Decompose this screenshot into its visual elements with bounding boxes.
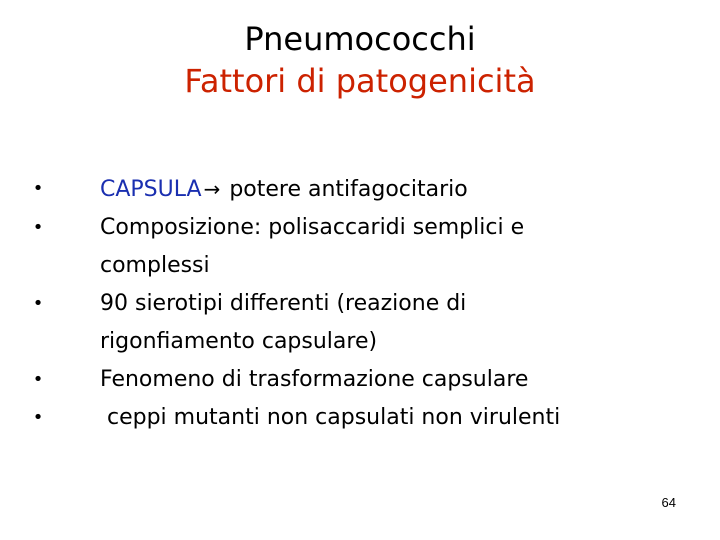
bullet-line-1: Composizione: polisaccaridi semplici e xyxy=(100,215,525,240)
bullet-item-capsula xyxy=(28,170,668,209)
bullet-text: ceppi mutanti non capsulati non virulenti xyxy=(100,405,561,430)
bullet-icon: • xyxy=(32,217,44,238)
bullet-line-1: 90 sierotipi differenti (reazione di xyxy=(100,291,467,316)
bullet-icon: • xyxy=(32,178,44,199)
bullet-line-2: rigonfiamento capsulare) xyxy=(100,329,378,354)
bullet-text: Fenomeno di trasformazione capsulare xyxy=(100,367,529,392)
bullet-text xyxy=(100,285,668,361)
right-arrow-icon: → xyxy=(203,177,221,201)
bullet-item-ceppi-mutanti xyxy=(28,399,668,437)
capsula-keyword: CAPSULA xyxy=(100,177,202,202)
bullet-text xyxy=(100,209,668,285)
bullet-icon: • xyxy=(32,293,44,314)
bullet-text xyxy=(100,170,668,209)
slide-subtitle: Fattori di patogenicità xyxy=(184,62,536,100)
bullet-icon: • xyxy=(32,407,44,428)
bullet-item-composizione xyxy=(28,209,668,285)
bullet-item-sierotipi xyxy=(28,285,668,361)
bullet-item-trasformazione xyxy=(28,361,668,399)
bullet-icon: • xyxy=(32,369,44,390)
bullet-label: potere antifagocitario xyxy=(222,177,468,202)
bullet-line-2: complessi xyxy=(100,253,210,278)
page-number: 64 xyxy=(661,495,676,510)
bullet-list xyxy=(28,170,668,437)
slide-header xyxy=(0,18,720,102)
slide-title: Pneumococchi xyxy=(244,20,476,58)
